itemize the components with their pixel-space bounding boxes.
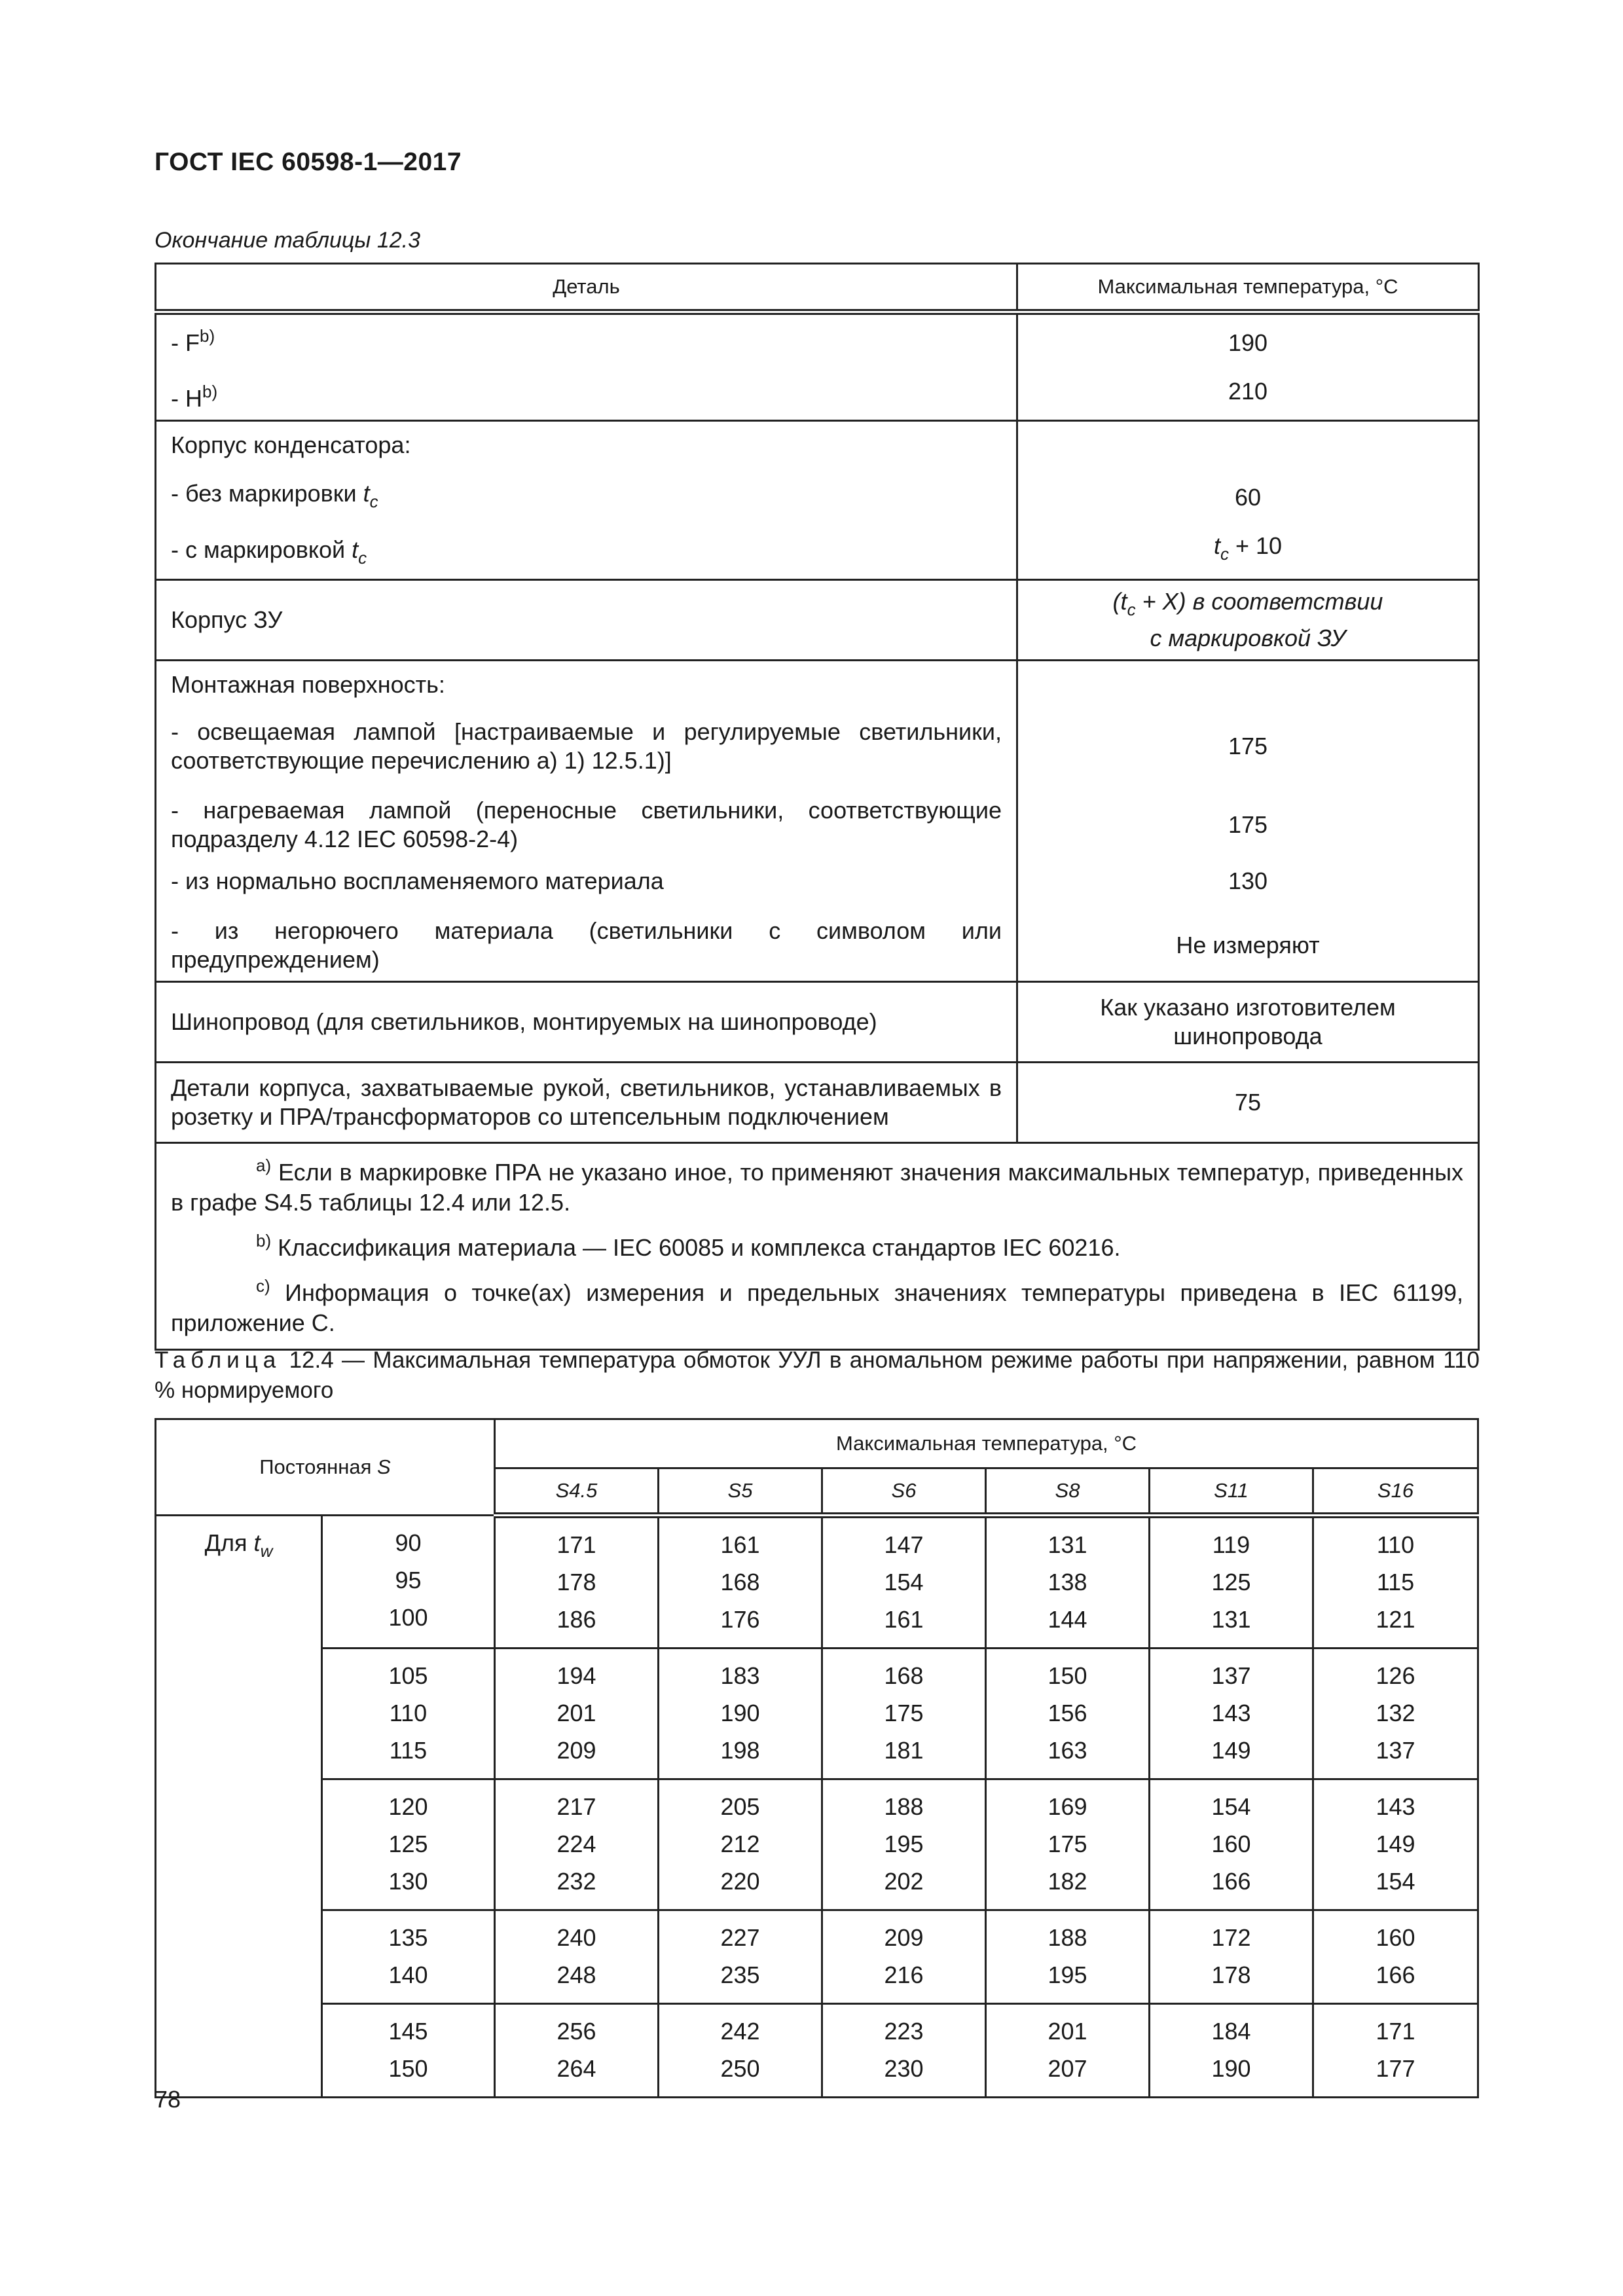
temp-value: 137 [1211,1662,1251,1689]
tw-value: 130 [388,1868,428,1895]
table-row [156,312,1479,421]
temp-value: 160 [1211,1831,1251,1857]
tw-values [322,2004,495,2098]
col-header-s11: S11 [1150,1468,1313,1516]
temp-value: 190 [720,1700,760,1726]
temp-value: 235 [720,1961,760,1988]
temp-value: 181 [884,1737,924,1764]
temp-value: 125 [1211,1569,1251,1595]
temp-value: 209 [884,1924,924,1951]
value-f: 190 [1228,329,1268,356]
busbar-value: Как указано изготовителем шинопровода [1017,982,1479,1063]
temp-cell-s6 [822,1910,986,2004]
footnote-b: $^{b)}$ Классификация материала — IEC 60085 и комплекса стандартов IEC 60216. [256,1231,1121,1261]
temp-value: 147 [884,1531,924,1558]
temp-value: 264 [556,2055,596,2082]
temp-value: 172 [1211,1924,1251,1951]
temp-cell-s5 [659,1910,822,2004]
temp-cell-s8 [986,2004,1150,2098]
tw-value: 100 [388,1604,428,1631]
capacitor-no-mark-value: 60 [1234,484,1262,511]
temp-value: 178 [1211,1961,1251,1988]
charger-housing-value: $(t_c + X)$ в соответствии с маркировкой ЗУ [1017,580,1479,661]
temp-value: 110 [1376,1531,1415,1558]
temp-value: 161 [884,1606,924,1633]
temp-cell-s16 [1313,2004,1478,2098]
tw-value: 115 [389,1737,428,1764]
hand-held-parts-value: 75 [1017,1063,1479,1143]
mounting-lit-by-lamp: - освещаемая лампой [настраиваемые и регулируемые светильники, соответствующие перечислению а) 1) 12.5.1)] [171,718,1002,774]
tw-values [322,1516,495,1649]
temp-cell-s16 [1313,1910,1478,2004]
col-header-s5: S5 [659,1468,822,1516]
mounting-heated-by-lamp: - нагреваемая лампой (переносные светильники, соответствующие подразделу 4.12 IEC 60598-2-4) [171,797,1002,852]
value-h: 210 [1228,378,1268,405]
temp-cell-s16 [1313,1516,1478,1649]
temp-value: 137 [1376,1737,1415,1764]
charger-housing-label: Корпус ЗУ [156,580,1017,661]
temp-value: 205 [720,1793,760,1820]
capacitor-with-mark: - с маркировкой $t_c$ [171,536,367,568]
temp-value: 209 [556,1737,596,1764]
row-class-h: - $H^{b)}$ [171,382,218,412]
temp-value: 224 [556,1831,596,1857]
table-12-3-continuation-caption: Окончание таблицы 12.3 [155,228,420,253]
temp-cell-s4-5 [495,1649,659,1779]
temp-value: 115 [1376,1569,1415,1595]
mounting-normally-flammable: - из нормально воспламеняемого материала [171,867,664,894]
temp-value: 166 [1376,1961,1415,1988]
tw-value: 120 [388,1793,428,1820]
hand-held-parts-label: Детали корпуса, захватываемые рукой, светильников, устанавливаемых в розетку и ПРА/трансформаторов со штепсельным подключением [156,1063,1017,1143]
temp-value: 195 [884,1831,924,1857]
temp-value: 182 [1048,1868,1087,1895]
temp-cell-s6 [822,1516,986,1649]
temp-value: 212 [720,1831,760,1857]
temp-value: 144 [1048,1606,1087,1633]
temp-value: 171 [556,1531,596,1558]
row-label-for-tw: Для $t_w$ [156,1516,322,2098]
table-row [156,1516,1478,1649]
temp-value: 150 [1048,1662,1087,1689]
tw-value: 145 [388,2018,428,2045]
footnote-c: $^{c)}$ Информация о точке(ах) измерения и предельных значениях температуры приведена в IEC 61199, приложение С. [171,1276,1463,1336]
temp-value: 201 [1048,2018,1087,2045]
temp-value: 207 [1048,2055,1087,2082]
table-row [156,661,1479,982]
mounting-non-combustible-value: Не измеряют [1176,932,1320,958]
temp-cell-s11 [1150,1516,1313,1649]
temp-value: 223 [884,2018,924,2045]
temp-cell-s11 [1150,1910,1313,2004]
temp-value: 242 [720,2018,760,2045]
temp-value: 188 [1048,1924,1087,1951]
temp-cell-s5 [659,1649,822,1779]
table-row [156,1779,1478,1910]
col-header-max-temp: Максимальная температура, °C [1017,264,1479,312]
temp-cell-s16 [1313,1649,1478,1779]
col-header-constant-s: Постоянная S [156,1419,495,1516]
temp-value: 250 [720,2055,760,2082]
document-header: ГОСТ IEC 60598-1—2017 [155,148,462,176]
temp-value: 126 [1376,1662,1415,1689]
temp-value: 240 [556,1924,596,1951]
mounting-surface-title: Монтажная поверхность: [171,671,445,698]
temp-value: 194 [556,1662,596,1689]
tw-values [322,1649,495,1779]
temp-value: 143 [1211,1700,1251,1726]
temp-value: 216 [884,1961,924,1988]
table-row [156,1649,1478,1779]
temp-value: 175 [1048,1831,1087,1857]
temp-value: 220 [720,1868,760,1895]
capacitor-no-mark: - без маркировки $t_c$ [171,480,378,511]
temp-value: 186 [556,1606,596,1633]
temp-value: 131 [1048,1531,1087,1558]
tw-values [322,1779,495,1910]
capacitor-title: Корпус конденсатора: [171,431,411,458]
page-number: 78 [155,2086,181,2113]
temp-cell-s11 [1150,2004,1313,2098]
temp-value: 149 [1376,1831,1415,1857]
temp-value: 198 [720,1737,760,1764]
temp-value: 176 [720,1606,760,1633]
temp-value: 160 [1376,1924,1415,1951]
temp-value: 132 [1376,1700,1415,1726]
col-header-max-temp: Максимальная температура, °C [495,1419,1478,1468]
temp-value: 201 [556,1700,596,1726]
temp-value: 121 [1376,1606,1415,1633]
temp-cell-s8 [986,1516,1150,1649]
temp-value: 154 [884,1569,924,1595]
temp-cell-s11 [1150,1779,1313,1910]
table-row [156,2004,1478,2098]
mounting-non-combustible: - из негорючего материала (светильники с символом или предупреждением) [171,917,1002,973]
table-row [156,580,1479,661]
temp-cell-s11 [1150,1649,1313,1779]
col-header-s16: S16 [1313,1468,1478,1516]
temp-cell-s4-5 [495,1516,659,1649]
temp-value: 217 [556,1793,596,1820]
row-class-f: - $F^{b)}$ [171,326,215,356]
mounting-lit-value: 175 [1228,733,1268,759]
temp-value: 119 [1212,1531,1250,1558]
temp-cell-s5 [659,2004,822,2098]
busbar-label: Шинопровод (для светильников, монтируемых на шинопроводе) [156,982,1017,1063]
temp-cell-s8 [986,1649,1150,1779]
temp-value: 156 [1048,1700,1087,1726]
temp-value: 163 [1048,1737,1087,1764]
temp-value: 168 [720,1569,760,1595]
temp-value: 161 [720,1531,760,1558]
mounting-flammable-value: 130 [1228,867,1268,894]
table-row [156,1910,1478,2004]
temp-value: 178 [556,1569,596,1595]
temp-value: 143 [1376,1793,1415,1820]
tw-value: 125 [388,1831,428,1857]
temp-value: 202 [884,1868,924,1895]
temp-cell-s16 [1313,1779,1478,1910]
col-header-part: Деталь [156,264,1017,312]
table-12-3 [155,263,1480,1351]
temp-value: 138 [1048,1569,1087,1595]
temp-value: 171 [1376,2018,1415,2045]
capacitor-with-mark-value: $t_c + 10$ [1213,532,1283,564]
temp-cell-s5 [659,1779,822,1910]
temp-value: 166 [1211,1868,1251,1895]
col-header-s4-5: S4.5 [495,1468,659,1516]
temp-cell-s4-5 [495,1910,659,2004]
temp-value: 188 [884,1793,924,1820]
tw-values [322,1910,495,2004]
tw-value: 135 [388,1924,428,1951]
temp-value: 227 [720,1924,760,1951]
temp-cell-s4-5 [495,2004,659,2098]
col-header-s8: S8 [986,1468,1150,1516]
table-row [156,1063,1479,1143]
temp-value: 168 [884,1662,924,1689]
col-header-s6: S6 [822,1468,986,1516]
temp-cell-s6 [822,1779,986,1910]
tw-value: 105 [388,1662,428,1689]
table-row [156,982,1479,1063]
table-notes-row [156,1143,1479,1350]
temp-value: 248 [556,1961,596,1988]
temp-value: 154 [1211,1793,1251,1820]
table-row [156,421,1479,580]
temp-value: 169 [1048,1793,1087,1820]
mounting-heated-value: 175 [1228,811,1268,838]
temp-cell-s5 [659,1516,822,1649]
footnote-a: $^{a)}$ Если в маркировке ПРА не указано иное, то применяют значения максимальных температур, приведенных в графе S4.5 таблицы 12.4 или 12.5. [171,1156,1463,1216]
temp-value: 184 [1211,2018,1251,2045]
temp-value: 154 [1376,1868,1415,1895]
temp-cell-s8 [986,1910,1150,2004]
temp-value: 131 [1211,1606,1251,1633]
temp-value: 230 [884,2055,924,2082]
temp-value: 177 [1376,2055,1415,2082]
temp-value: 256 [556,2018,596,2045]
temp-value: 195 [1048,1961,1087,1988]
temp-value: 149 [1211,1737,1251,1764]
table-12-4-caption: Таблица 12.4 — Максимальная температура обмоток УУЛ в аномальном режиме работы при напряжении, равном 110 % нормируемого [155,1347,1480,1403]
tw-value: 90 [395,1529,422,1556]
temp-cell-s6 [822,1649,986,1779]
temp-value: 232 [556,1868,596,1895]
table-12-4 [155,1418,1479,2098]
temp-cell-s8 [986,1779,1150,1910]
tw-value: 95 [395,1567,422,1594]
tw-value: 150 [388,2055,428,2082]
temp-value: 183 [720,1662,760,1689]
temp-cell-s6 [822,2004,986,2098]
temp-value: 175 [884,1700,924,1726]
tw-value: 110 [389,1700,428,1726]
temp-value: 190 [1211,2055,1251,2082]
tw-value: 140 [388,1961,428,1988]
temp-cell-s4-5 [495,1779,659,1910]
